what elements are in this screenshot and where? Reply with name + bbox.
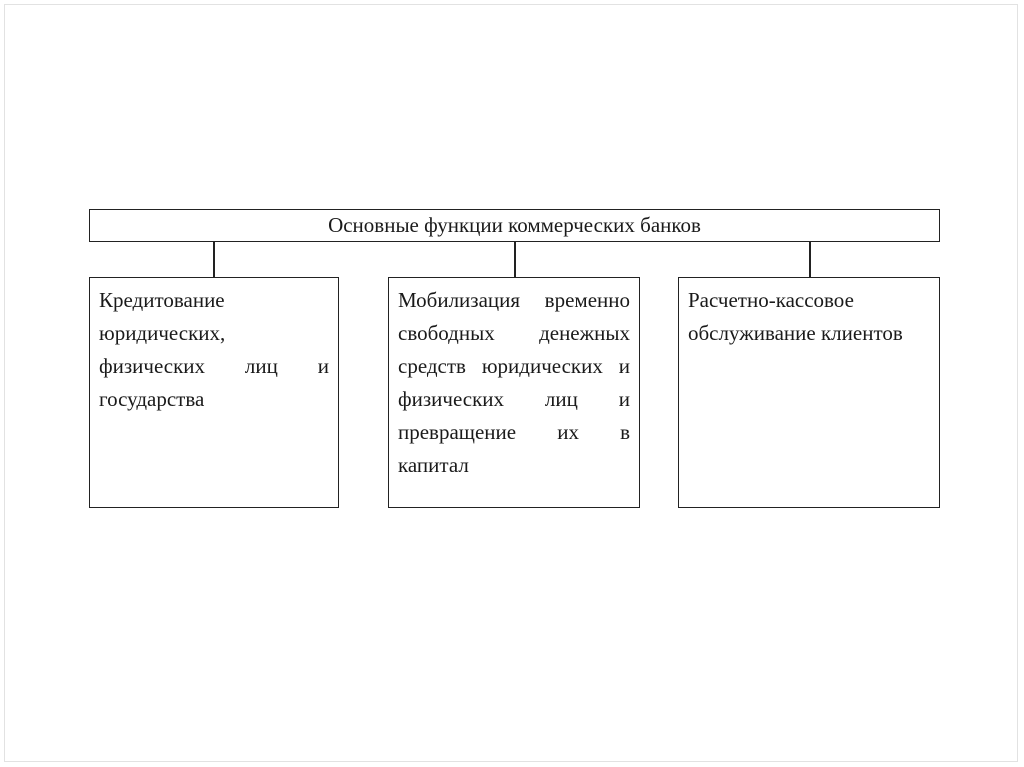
root-node-box bbox=[89, 209, 940, 242]
child-node-label-3: Расчетно-кассовое обслуживание клиентов bbox=[688, 288, 903, 345]
connector-line-2 bbox=[514, 242, 516, 277]
connector-line-1 bbox=[213, 242, 215, 277]
root-node-label: Основные функции коммерческих банков bbox=[328, 213, 701, 237]
connector-line-3 bbox=[809, 242, 811, 277]
child-node-box-2 bbox=[388, 277, 640, 508]
child-node-box-3 bbox=[678, 277, 940, 508]
child-node-label-2: Мобилизация временно свободных денежных средств юридических и физических лиц и превращение их в капитал bbox=[398, 288, 630, 477]
child-node-box-1 bbox=[89, 277, 339, 508]
child-node-label-1: Кредитование юридических, физических лиц и государства bbox=[99, 288, 329, 411]
